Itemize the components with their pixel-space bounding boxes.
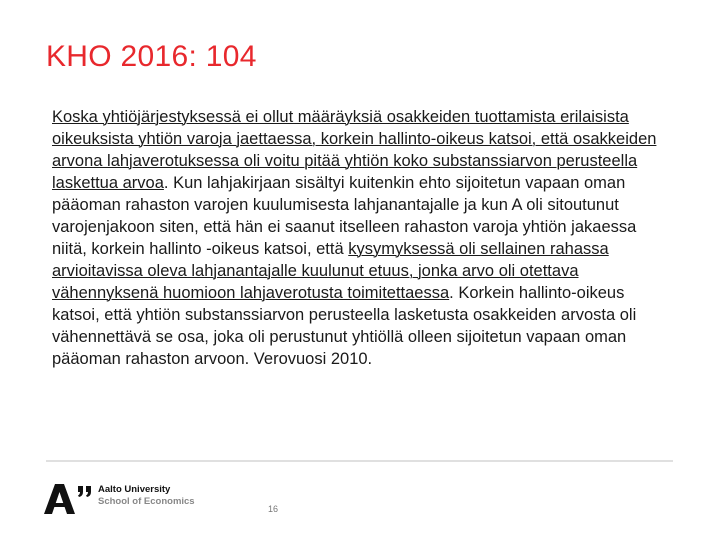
underlined-text-2: kysymyksessä oli sellainen rahassa arvioitavissa oleva lahjanantajalle kuulunut etuus, jonka arvo oli otettava vähennyksenä huomioon lahjaverotusta toimitettaessa bbox=[52, 240, 609, 302]
logo-school-name: School of Economics bbox=[98, 496, 195, 507]
plain-text-1: . Kun lahjakirjaan sisältyi kuitenkin ehto sijoitetun vapaan oman pääoman rahaston varojen kuulumisesta lahjanantajalle ja kun A oli sitoutunut varojenjakoon siten, että hän ei saanut itselleen rahaston varoja yhtiön jakaessa niitä, korkein hallinto -oikeus katsoi, että bbox=[52, 174, 637, 258]
slide-title: KHO 2016: 104 bbox=[46, 40, 257, 73]
page-number: 16 bbox=[268, 504, 279, 514]
logo-university-name: Aalto University bbox=[98, 484, 171, 495]
aalto-logo-icon bbox=[44, 484, 94, 514]
logo-text bbox=[98, 484, 195, 508]
underlined-text-1: Koska yhtiöjärjestyksessä ei ollut määräyksiä osakkeiden tuottamista erilaisista oikeuksista yhtiön varoja jaettaessa, korkein hallinto-oikeus katsoi, että osakkeiden arvona lahjaverotuksessa oli voitu pitää yhtiön koko substanssiarvon perusteella laskettua arvoa bbox=[52, 108, 657, 192]
body-paragraph bbox=[52, 106, 672, 370]
footer-divider bbox=[46, 460, 673, 462]
plain-text-2: . Korkein hallinto-oikeus katsoi, että yhtiön substanssiarvon perusteella lasketusta osakkeiden arvosta oli vähennettävä se osa, joka oli perustunut yhtiöllä olleen sijoitetun vapaan oman pääoman rahaston arvoon. Verovuosi 2010. bbox=[52, 284, 637, 368]
